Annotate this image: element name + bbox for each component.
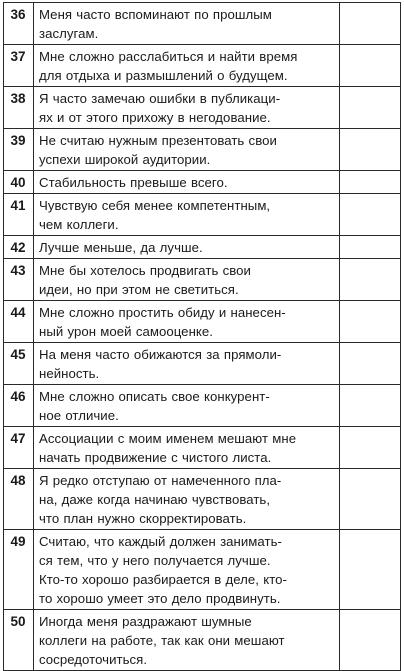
statement-line: Кто-то хорошо разбирается в деле, кто- bbox=[39, 572, 287, 587]
statement-line: нейность. bbox=[39, 366, 100, 381]
statement-text bbox=[34, 171, 340, 194]
statement-line: Мне бы хотелось продвигать свои bbox=[39, 263, 251, 278]
table-row bbox=[4, 171, 401, 194]
answer-cell[interactable] bbox=[340, 3, 401, 45]
questionnaire-table bbox=[3, 2, 401, 671]
statement-line: то хорошо умеет это дело продвинуть. bbox=[39, 591, 281, 606]
statement-line: заслугам. bbox=[39, 26, 99, 41]
statement-number: 36 bbox=[4, 3, 34, 45]
statement-line: Чувствую себя менее компетентным, bbox=[39, 198, 271, 213]
statement-line: Считаю, что каждый должен занимать- bbox=[39, 534, 282, 549]
answer-cell[interactable] bbox=[340, 236, 401, 259]
statement-number: 49 bbox=[4, 530, 34, 610]
table-row bbox=[4, 385, 401, 427]
answer-cell[interactable] bbox=[340, 45, 401, 87]
statement-line: Я редко отступаю от намеченного пла- bbox=[39, 473, 282, 488]
statement-line: успехи широкой аудитории. bbox=[39, 152, 211, 167]
answer-cell[interactable] bbox=[340, 129, 401, 171]
statement-number: 40 bbox=[4, 171, 34, 194]
statement-line: Я часто замечаю ошибки в публикаци- bbox=[39, 91, 281, 106]
answer-cell[interactable] bbox=[340, 469, 401, 530]
statement-line: ях и от этого прихожу в негодование. bbox=[39, 110, 271, 125]
answer-cell[interactable] bbox=[340, 343, 401, 385]
statement-text bbox=[34, 343, 340, 385]
statement-line: идеи, но при этом не светиться. bbox=[39, 282, 239, 297]
statement-number: 46 bbox=[4, 385, 34, 427]
statement-text bbox=[34, 194, 340, 236]
statement-text bbox=[34, 385, 340, 427]
answer-cell[interactable] bbox=[340, 87, 401, 129]
statement-number: 39 bbox=[4, 129, 34, 171]
table-row bbox=[4, 3, 401, 45]
table-row bbox=[4, 530, 401, 610]
statement-line: ный урон моей самооценке. bbox=[39, 324, 213, 339]
answer-cell[interactable] bbox=[340, 171, 401, 194]
statement-line: чем коллеги. bbox=[39, 217, 119, 232]
table-row bbox=[4, 427, 401, 469]
statement-line: на, даже когда начинаю чувствовать, bbox=[39, 492, 271, 507]
statement-line: На меня часто обижаются за прямоли- bbox=[39, 347, 282, 362]
statement-text bbox=[34, 236, 340, 259]
statement-line: Мне сложно расслабиться и найти время bbox=[39, 49, 298, 64]
table-row bbox=[4, 301, 401, 343]
statement-line: Стабильность превыше всего. bbox=[39, 175, 228, 190]
table-row bbox=[4, 259, 401, 301]
table-row bbox=[4, 45, 401, 87]
table-row bbox=[4, 469, 401, 530]
statement-number: 44 bbox=[4, 301, 34, 343]
table-row bbox=[4, 343, 401, 385]
answer-cell[interactable] bbox=[340, 301, 401, 343]
answer-cell[interactable] bbox=[340, 259, 401, 301]
statement-number: 41 bbox=[4, 194, 34, 236]
statement-line: Не считаю нужным презентовать свои bbox=[39, 133, 277, 148]
statement-line: ное отличие. bbox=[39, 408, 119, 423]
statement-text bbox=[34, 427, 340, 469]
statement-line: начать продвижение с чистого листа. bbox=[39, 450, 272, 465]
statement-text bbox=[34, 610, 340, 671]
statement-text bbox=[34, 259, 340, 301]
table-row bbox=[4, 87, 401, 129]
answer-cell[interactable] bbox=[340, 194, 401, 236]
statement-line: Мне сложно описать свое конкурент- bbox=[39, 389, 270, 404]
statement-text bbox=[34, 3, 340, 45]
statement-line: для отдыха и размышлений о будущем. bbox=[39, 68, 288, 83]
table-row bbox=[4, 236, 401, 259]
answer-cell[interactable] bbox=[340, 385, 401, 427]
table-row bbox=[4, 610, 401, 671]
statement-line: ся тем, что у него получается лучше. bbox=[39, 553, 271, 568]
table-row bbox=[4, 129, 401, 171]
statement-text bbox=[34, 530, 340, 610]
statement-text bbox=[34, 45, 340, 87]
statement-number: 43 bbox=[4, 259, 34, 301]
answer-cell[interactable] bbox=[340, 427, 401, 469]
statement-number: 37 bbox=[4, 45, 34, 87]
statement-text bbox=[34, 469, 340, 530]
table-row bbox=[4, 194, 401, 236]
statement-text bbox=[34, 129, 340, 171]
statement-line: коллеги на работе, так как они мешают bbox=[39, 633, 285, 648]
questionnaire-body bbox=[4, 3, 401, 671]
statement-line: что план нужно скорректировать. bbox=[39, 511, 247, 526]
statement-line: Лучше меньше, да лучше. bbox=[39, 240, 203, 255]
statement-number: 42 bbox=[4, 236, 34, 259]
statement-number: 47 bbox=[4, 427, 34, 469]
answer-cell[interactable] bbox=[340, 610, 401, 671]
statement-line: сосредоточиться. bbox=[39, 652, 148, 667]
statement-number: 48 bbox=[4, 469, 34, 530]
statement-line: Ассоциации с моим именем мешают мне bbox=[39, 431, 297, 446]
answer-cell[interactable] bbox=[340, 530, 401, 610]
statement-text bbox=[34, 87, 340, 129]
statement-number: 45 bbox=[4, 343, 34, 385]
statement-number: 50 bbox=[4, 610, 34, 671]
statement-number: 38 bbox=[4, 87, 34, 129]
statement-text bbox=[34, 301, 340, 343]
statement-line: Мне сложно простить обиду и нанесен- bbox=[39, 305, 286, 320]
statement-line: Меня часто вспоминают по прошлым bbox=[39, 7, 272, 22]
statement-line: Иногда меня раздражают шумные bbox=[39, 614, 252, 629]
